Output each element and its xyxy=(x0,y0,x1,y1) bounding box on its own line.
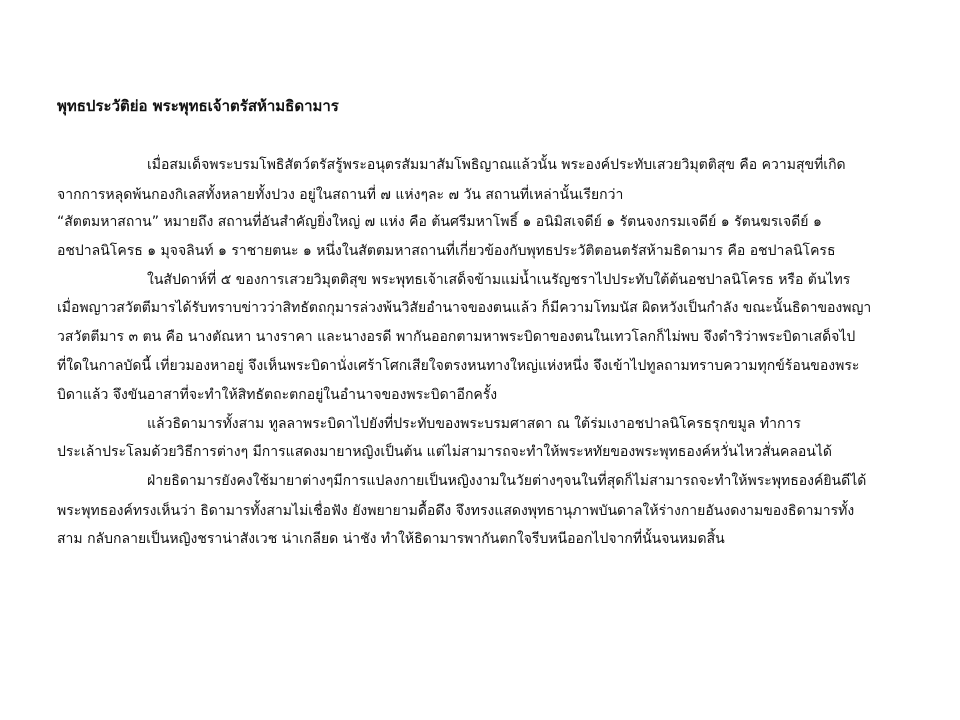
paragraph-line: ประเล้าประโลมด้วยวิธีการต่างๆ มีการแสดงมายาหญิงเป็นต้น แต่ไม่สามารถจะทำให้พระหทัยของพระพุทธองค์หวั่นไหวสั่นคลอนได้ xyxy=(57,444,833,460)
paragraph-line: ในสัปดาห์ที่ ๕ ของการเสวยวิมุตติสุข พระพุทธเจ้าเสด็จข้ามแม่น้ำเนรัญชราไปประทับใต้ต้นอชปาลนิโครธ หรือ ต้นไทร xyxy=(147,272,851,288)
paragraph-line: ที่ใดในกาลบัดนี้ เที่ยวมองหาอยู่ จึงเห็นพระบิดานั่งเศร้าโศกเสียใจตรงหนทางใหญ่แห่งหนึ่ง จึงเข้าไปทูลถามทราบความทุกข์ร้อนของพระ xyxy=(57,358,860,374)
paragraph-line: วสวัตตีมาร ๓ ตน คือ นางตัณหา นางราคา และนางอรดี พากันออกตามหาพระบิดาของตนในเทวโลกก็ไม่พบ จึงดำริว่าพระบิดาเสด็จไป xyxy=(57,329,856,345)
paragraph-line: เมื่อพญาวสวัตตีมารได้รับทราบข่าวว่าสิทธัตถกุมารล่วงพ้นวิสัยอำนาจของตนแล้ว ก็มีความโทมนัส ผิดหวังเป็นกำลัง ขณะนั้นธิดาของพญา xyxy=(57,300,872,316)
paragraph-line: ฝ่ายธิดามารยังคงใช้มายาต่างๆมีการแปลงกายเป็นหญิงงามในวัยต่างๆจนในที่สุดก็ไม่สามารถจะทำให้พระพุทธองค์ยินดีได้ xyxy=(147,473,867,489)
document-title: พุทธประวัติย่อ พระพุทธเจ้าตรัสห้ามธิดามาร xyxy=(57,97,339,115)
paragraph-line: เมื่อสมเด็จพระบรมโพธิสัตว์ตรัสรู้พระอนุตรสัมมาสัมโพธิญาณแล้วนั้น พระองค์ประทับเสวยวิมุตติสุข คือ ความสุขที่เกิด xyxy=(147,157,846,173)
paragraph-line: “สัตตมหาสถาน” หมายถึง สถานที่อันสำคัญยิ่งใหญ่ ๗ แห่ง คือ ต้นศรีมหาโพธิ์ ๑ อนิมิสเจดีย์ ๑ รัตนจงกรมเจดีย์ ๑ รัตนฆรเจดีย์ ๑ xyxy=(57,214,822,230)
paragraph-line: จากการหลุดพ้นกองกิเลสทั้งหลายทั้งปวง อยู่ในสถานที่ ๗ แห่งๆละ ๗ วัน สถานที่เหล่านั้นเรียกว่า xyxy=(57,187,624,203)
paragraph-line: พระพุทธองค์ทรงเห็นว่า ธิดามารทั้งสามไม่เชื่อฟัง ยังพยายามดื้อดึง จึงทรงแสดงพุทธานุภาพบันดาลให้ร่างกายอันงดงามของธิดามารทั้ง xyxy=(57,503,855,519)
paragraph-line: แล้วธิดามารทั้งสาม ทูลลาพระบิดาไปยังที่ประทับของพระบรมศาสดา ณ ใต้ร่มเงาอชปาลนิโครธรุกขมูล ทำการ xyxy=(147,416,801,432)
paragraph-line: บิดาแล้ว จึงขันอาสาที่จะทำให้สิทธัตถะตกอยู่ในอำนาจของพระบิดาอีกครั้ง xyxy=(57,387,498,403)
paragraph-line: สาม กลับกลายเป็นหญิงชราน่าสังเวช น่าเกลียด น่าชัง ทำให้ธิดามารพากันตกใจรีบหนีออกไปจากที่นั้นจนหมดสิ้น xyxy=(57,531,725,547)
paragraph-line: อชปาลนิโครธ ๑ มุจจลินท์ ๑ ราชายตนะ ๑ หนึ่งในสัตตมหาสถานที่เกี่ยวข้องกับพุทธประวัติตอนตรัสห้ามธิดามาร คือ อชปาลนิโครธ xyxy=(57,243,836,259)
